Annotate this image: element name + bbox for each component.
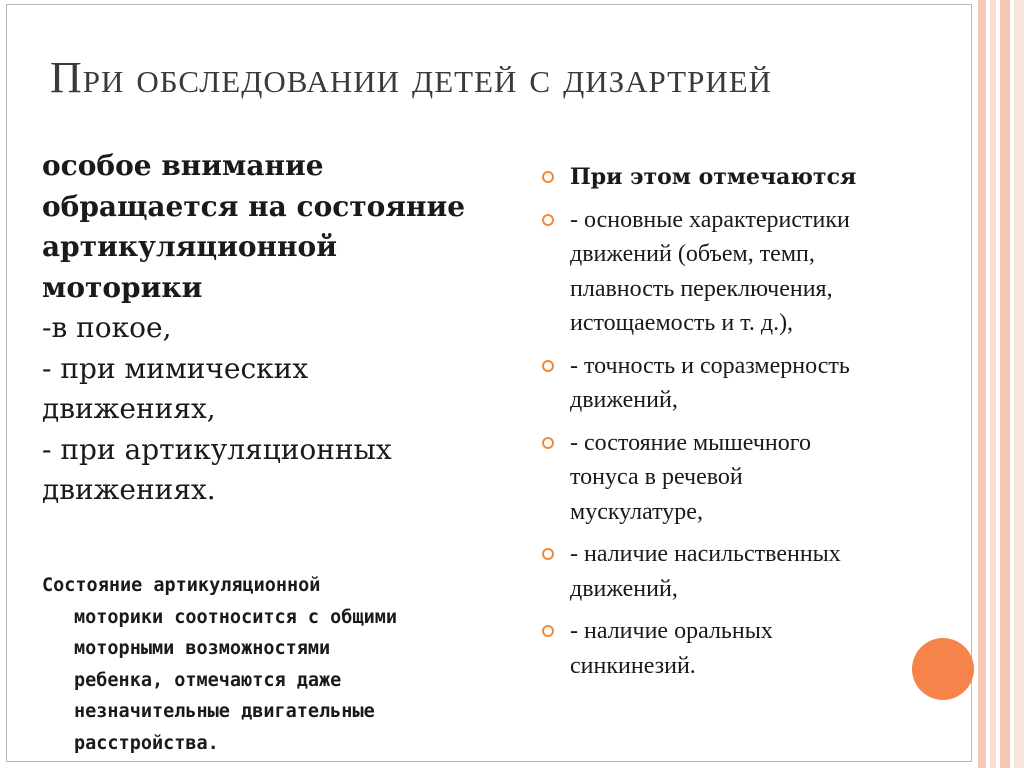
list-item-text: движений (объем, темп, xyxy=(570,241,815,267)
lead-line: моторики xyxy=(42,270,203,304)
circle-bullet-icon xyxy=(542,625,554,637)
list-item-text: При этом отмечаются xyxy=(570,164,857,190)
circle-bullet-icon xyxy=(542,214,554,226)
list-item-text: - наличие оральных xyxy=(570,618,773,644)
list-item-text: тонуса в речевой xyxy=(570,464,743,490)
body-line: - при мимических xyxy=(42,351,309,385)
list-item-text: движений, xyxy=(570,575,678,602)
list-item-text: - основные характеристики xyxy=(570,206,850,233)
circle-bullet-icon xyxy=(542,437,554,449)
slide-title: При обследовании детей с дизартрией xyxy=(50,53,773,102)
list-item-text: синкинезий. xyxy=(570,652,696,679)
lead-line: особое внимание xyxy=(42,149,324,182)
lead-line: обращается на состояние xyxy=(42,189,466,223)
list-item-text: - состояние мышечного xyxy=(570,429,811,456)
body-line: движениях. xyxy=(42,473,216,506)
circle-bullet-icon xyxy=(542,548,554,560)
list-item xyxy=(538,614,958,683)
decorative-stripe xyxy=(990,0,996,768)
note-line: моторики соотносится с общими xyxy=(74,606,398,628)
lead-line: артикуляционной xyxy=(42,230,337,263)
decorative-circle xyxy=(912,638,974,700)
decorative-stripe xyxy=(978,0,986,768)
list-item xyxy=(538,203,958,341)
left-column xyxy=(42,146,532,511)
list-item-text: движений, xyxy=(570,387,678,413)
list-item-text: - наличие насильственных xyxy=(570,541,841,567)
note-line: моторными возможностями xyxy=(74,638,331,659)
decorative-stripe xyxy=(1014,0,1024,768)
list-item xyxy=(538,349,958,418)
circle-bullet-icon xyxy=(542,360,554,372)
list-item-text: плавность переключения, xyxy=(570,275,833,302)
body-line: -в покое, xyxy=(42,311,172,344)
note-line: Состояние артикуляционной xyxy=(42,575,321,596)
note-paragraph xyxy=(42,570,532,759)
decorative-stripe xyxy=(1000,0,1010,768)
list-item xyxy=(538,160,958,195)
note-line: незначительные двигательные xyxy=(74,701,375,722)
list-item xyxy=(538,537,958,606)
list-item xyxy=(538,426,958,530)
body-line: - при артикуляционных xyxy=(42,432,392,466)
list-item-text: истощаемость и т. д.), xyxy=(570,310,794,336)
bullet-list xyxy=(538,160,958,691)
circle-bullet-icon xyxy=(542,171,554,183)
note-line: расстройства. xyxy=(74,732,219,754)
list-item-text: - точность и соразмерность xyxy=(570,352,850,379)
list-item-text: мускулатуре, xyxy=(570,498,703,525)
body-line: движениях, xyxy=(42,392,216,425)
note-line: ребенка, отмечаются даже xyxy=(74,669,342,691)
